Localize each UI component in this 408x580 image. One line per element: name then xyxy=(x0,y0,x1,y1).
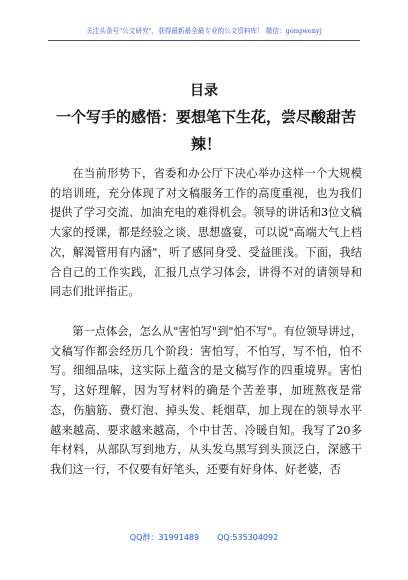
footer-qq-group: QQ群：31991489 xyxy=(129,533,200,542)
toc-title: 目录 xyxy=(190,83,218,99)
page-footer xyxy=(0,532,408,543)
page-header: 关注头条号"公文研究"，获得最新最全最专业的公文资料库！ 微信：gongwenyj xyxy=(86,27,322,35)
paragraph-2: 第一点体会，怎么从"害怕写"到"怕不写"。有位领导讲过，文稿写作都会经历几个阶段：害怕写，不怕写，写不怕，怕不写。细细品味，这实际上蕴含的是文稿写作的四重境界。害怕写，这好理解，因为写材料的确是个苦差事，加班熬夜是常态，伤脑筋、费灯泡、掉头发、耗烟草，加上现在的领导水平越来越高、要求越来越高，个中甘苦、冷暖自知。我写了20多年材料，从部队写到地方，从头发乌黑写到头顶泛白，深感干我们这一行，不仅要有好笔头，还要有好身体、好老婆，否 xyxy=(50,325,362,476)
paragraph-1: 在当前形势下，省委和办公厅下决心举办这样一个大规模的培训班，充分体现了对文稿服务工作的高度重视，也为我们提供了学习交流、加油充电的难得机会。领导的讲话和3位文稿大家的授课，都是经验之谈、思想盛宴，可以说"高端大气上档次，解渴管用有内涵"，听了感同身受、受益匪浅。下面，我结合自己的工作实践，汇报几点学习体会，讲得不对的请领导和同志们批评指正。 xyxy=(50,167,362,299)
footer-qq: QQ:535304092 xyxy=(217,533,279,542)
article-title: 一个写手的感悟：要想笔下生花，尝尽酸甜苦辣！ xyxy=(55,108,356,153)
header-divider xyxy=(48,40,360,41)
